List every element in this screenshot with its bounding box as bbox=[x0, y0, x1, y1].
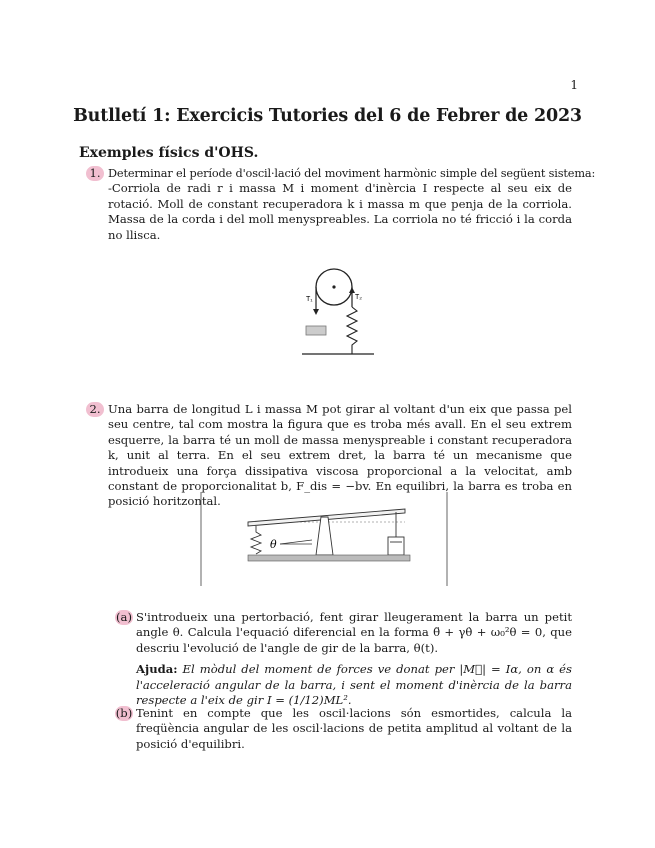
spring bbox=[347, 307, 357, 354]
damper-cylinder bbox=[388, 537, 404, 555]
problem-1-details: -Corriola de radi r i massa M i moment d'inèrcia I respecte al seu eix de rotació. Moll de constant recuperadora k i massa m que penja de la corriola. Massa de la corda i del moll menyspreables. La corriola no té fricció i la corda no llisca. bbox=[108, 181, 572, 242]
problem-2-statement: Una barra de longitud L i massa M pot girar al voltant d'un eix que passa pel seu centre, tal com mostra la figura que es troba més avall. En el seu extrem esquerre, la barra té un moll de massa menyspreable i constant recuperadora k, unit al terra. En el seu extrem dret, la barra té un mecanisme que introdueix una força dissipativa viscosa proporcional a la velocitat, amb constant de proporcionalitat b, F_dis = −bv. En equilibri, la barra es troba en posició horitzontal. bbox=[108, 402, 572, 509]
help-text: El mòdul del moment de forces ve donat per |M⃗| = Iα, on α és l'acceleració angular de la barra, i sent el moment d'inèrcia de la barra respecte a l'eix de gir I = (1/12)ML². bbox=[136, 662, 572, 708]
document-title: Butlletí 1: Exercicis Tutories del 6 de Febrer de 2023 bbox=[73, 106, 582, 126]
pulley-axle bbox=[332, 285, 335, 288]
problem-1-text bbox=[108, 166, 596, 243]
pivot-support bbox=[316, 517, 333, 555]
hanging-mass bbox=[306, 326, 326, 335]
part-b-statement: Tenint en compte que les oscil·lacions són esmortides, calcula la freqüència angular de les oscil·lacions de petita amplitud al voltant de la posició d'equilibri. bbox=[136, 706, 572, 751]
part-b-label: (b) bbox=[115, 706, 133, 720]
problem-2-number: 2. bbox=[86, 402, 104, 417]
section-heading: Exemples físics d'OHS. bbox=[79, 145, 259, 161]
part-a-statement: S'introdueix una pertorbació, fent girar lleugerament la barra un petit angle θ. Calcula l'equació diferencial en la forma θ̈ + γθ̇ + ω₀²θ = 0, que descriu l'evolució de l'angle de gir de la barra, θ(t). bbox=[136, 610, 572, 655]
help-label: Ajuda: bbox=[136, 662, 178, 677]
part-b-text bbox=[136, 706, 572, 752]
lever-figure bbox=[200, 490, 450, 588]
help-note bbox=[136, 662, 572, 708]
problem-1-statement: Determinar el període d'oscil·lació del moviment harmònic simple del següent sistema: bbox=[108, 167, 596, 180]
t2-arrow bbox=[349, 287, 355, 293]
t2-label: T₂ bbox=[355, 294, 362, 301]
angle-line-1 bbox=[280, 540, 312, 544]
problem-1-number: 1. bbox=[86, 166, 104, 181]
angle-label: θ bbox=[270, 538, 277, 551]
part-a-text bbox=[136, 610, 572, 708]
pulley-spring-figure bbox=[300, 265, 380, 360]
left-spring bbox=[251, 526, 261, 554]
floor bbox=[248, 555, 410, 561]
t1-arrow bbox=[313, 309, 319, 315]
t1-label: T₁ bbox=[306, 296, 313, 303]
part-a-label: (a) bbox=[116, 610, 132, 624]
page-number: 1 bbox=[570, 78, 578, 92]
